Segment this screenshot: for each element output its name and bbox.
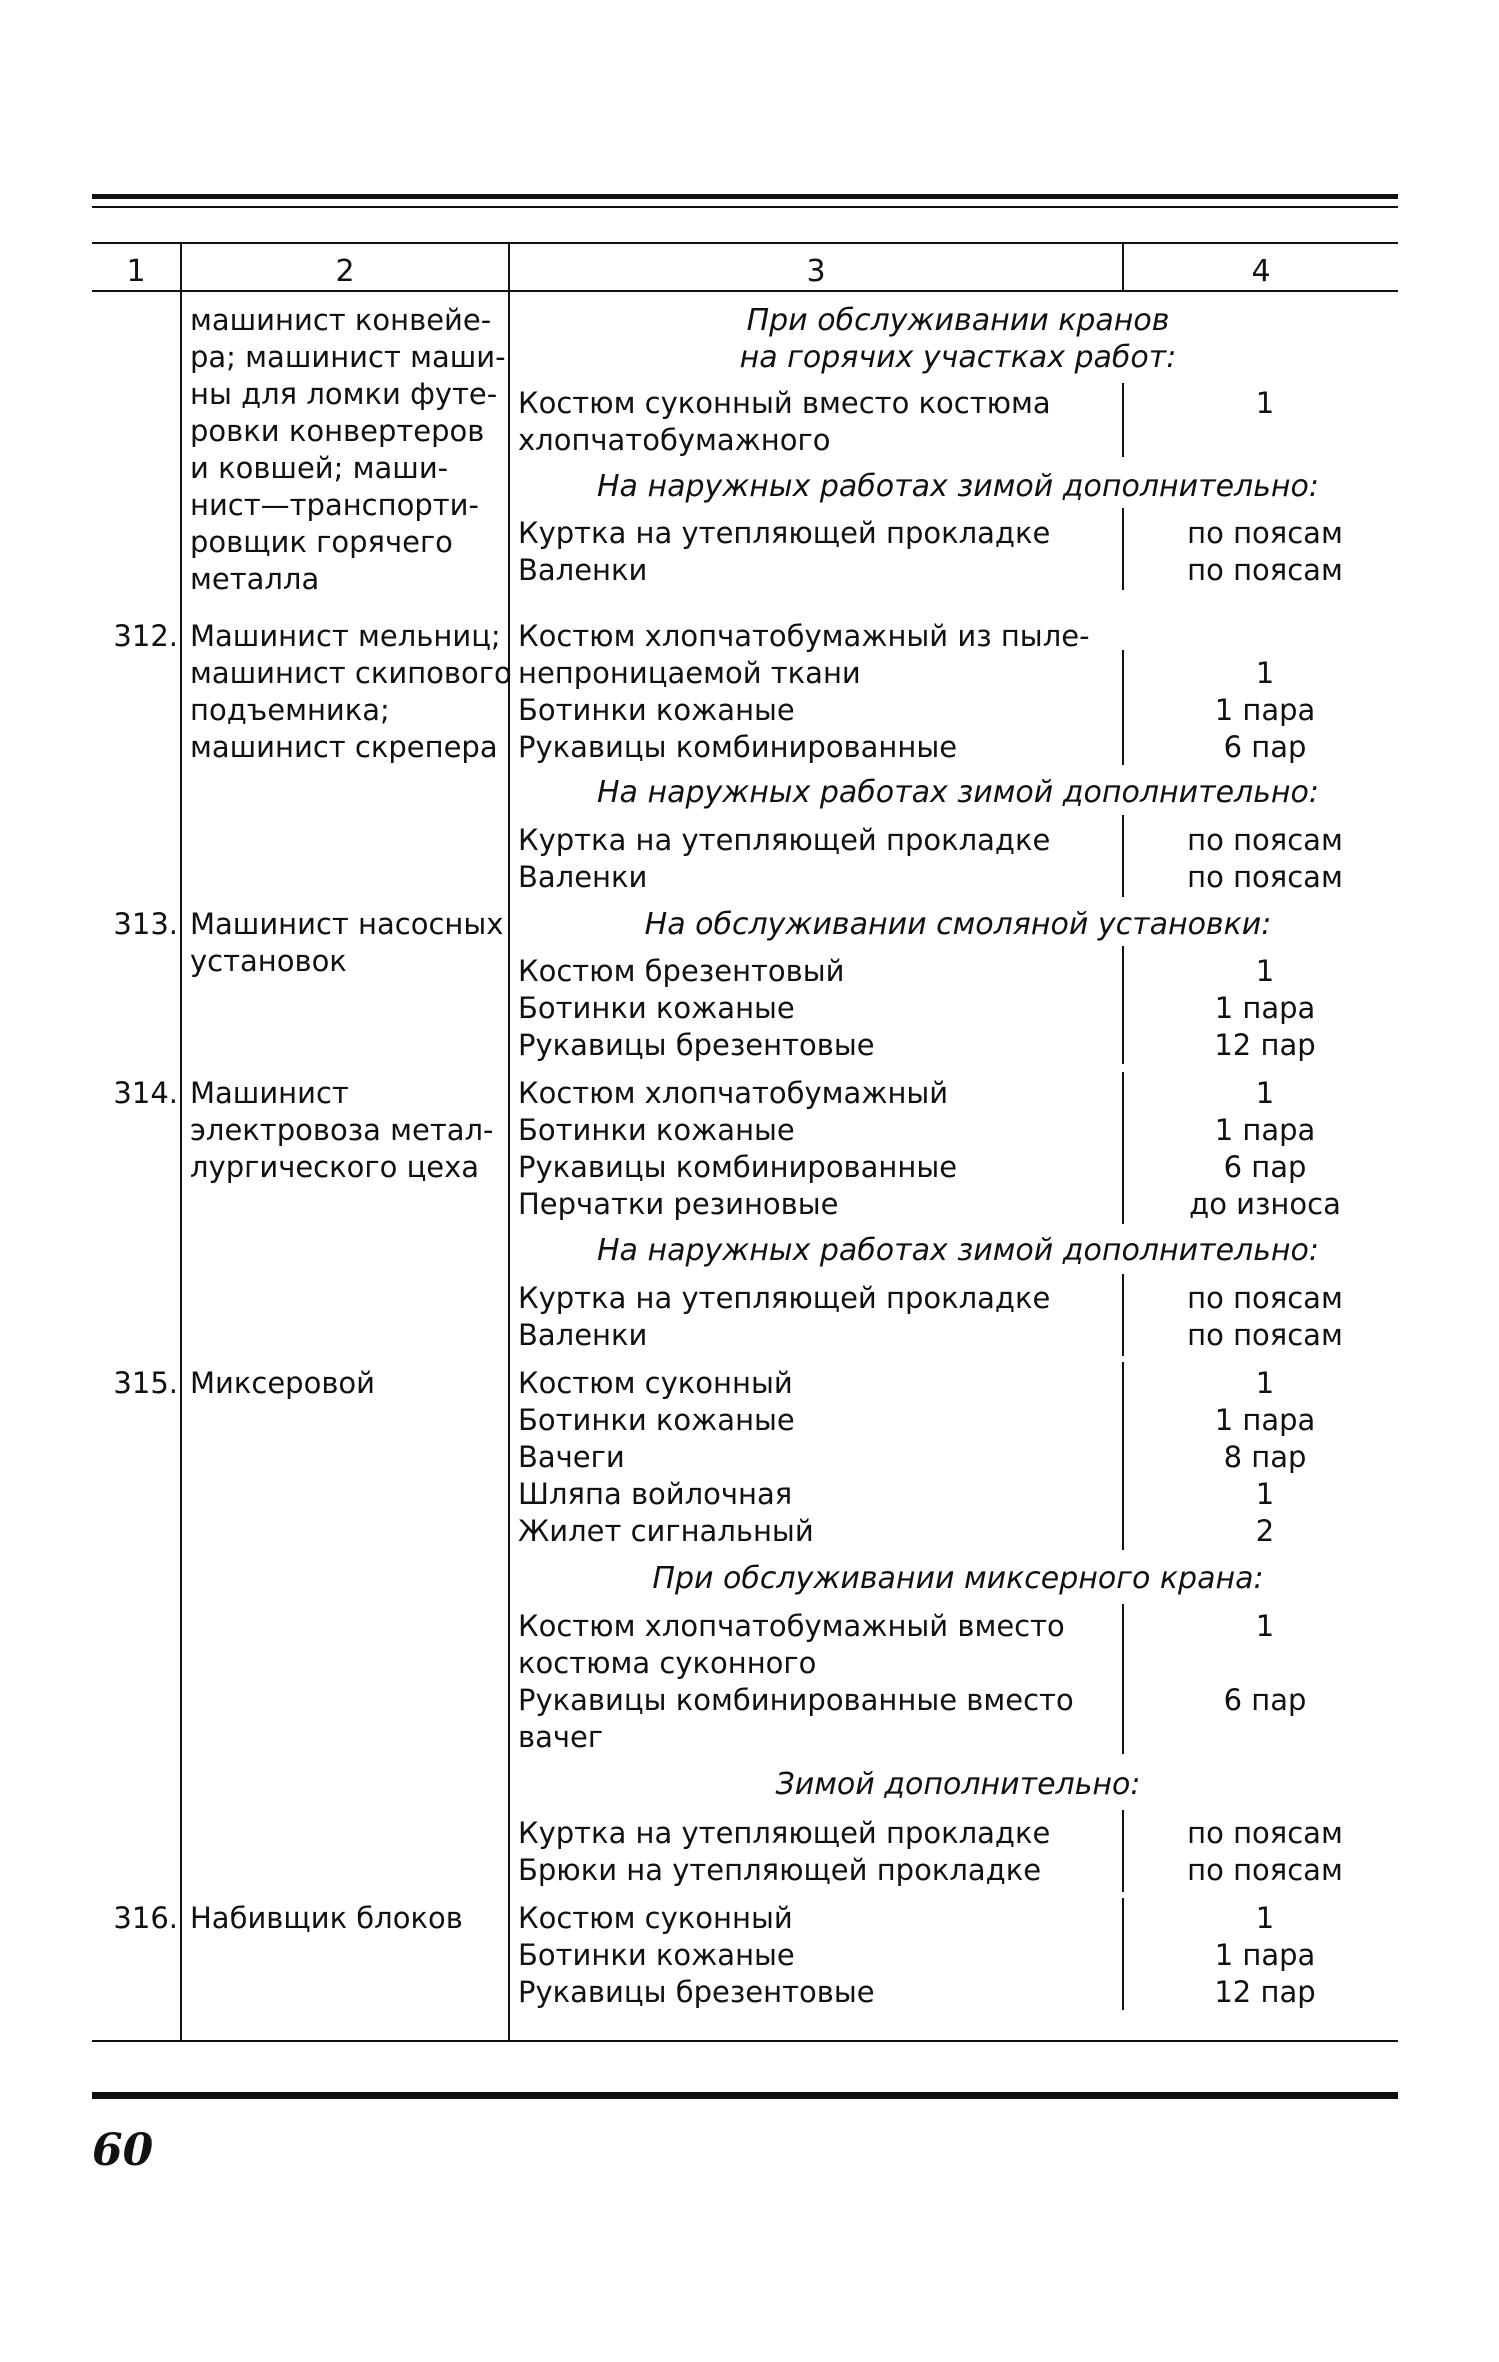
row312-qty: 6 пар [1223,730,1307,764]
row315-divider-a [1122,1362,1124,1550]
page-number: 60 [92,2125,154,2176]
row312-item: Рукавицы комбинированные [518,730,958,764]
row315-crane-title: При обслуживании миксерного крана: [652,1561,1264,1596]
footer-rule [92,2092,1398,2099]
row315-winter-title: Зимой дополнительно: [775,1767,1141,1802]
row312-number: 312. [113,619,178,653]
column-divider-1 [180,242,182,2042]
row314-qty: до износа [1189,1187,1341,1221]
row314-divider-a [1122,1072,1124,1224]
row314-item: Рукавицы комбинированные [518,1150,958,1184]
row315-winter-qty: по поясам [1187,1816,1343,1850]
row313-item: Костюм брезентовый [518,954,845,988]
row315-divider-c [1122,1810,1124,1892]
row312-item: Ботинки кожаные [518,693,795,727]
row0-divider-a [1122,383,1124,457]
row313-qty: 1 [1255,954,1275,988]
row314-divider-b [1122,1274,1124,1356]
column-divider-2 [508,242,510,2042]
row313-divider [1122,946,1124,1064]
row313-number: 313. [113,907,178,941]
header-rule-bottom [92,290,1398,292]
row316-divider [1122,1898,1124,2010]
row313-occupation: Машинист насосных установок [190,907,504,978]
row0-item: Костюм суконный вместо костюма хлопчатобумажного [518,386,1051,457]
row314-winter-qty: по поясам [1187,1318,1343,1352]
row314-qty: 1 пара [1214,1113,1316,1147]
header-rule-top [92,242,1398,244]
row316-qty: 1 пара [1214,1938,1316,1972]
row315-item: Шляпа войлочная [518,1477,793,1511]
row312-winter-title: На наружных работах зимой дополнительно: [596,775,1319,810]
row313-section-title: На обслуживании смоляной установки: [644,907,1272,942]
row315-qty: 8 пар [1223,1440,1307,1474]
top-rule-thick [92,194,1398,199]
row315-winter-item: Брюки на утепляющей прокладке [518,1853,1042,1887]
row316-qty: 1 [1255,1901,1275,1935]
header-col1: 1 [126,254,146,289]
header-col4: 4 [1251,254,1271,289]
row314-winter-item: Куртка на утепляющей прокладке [518,1281,1051,1315]
table-bottom-rule [92,2040,1398,2042]
row313-qty: 12 пар [1214,1028,1316,1062]
row0-qty: 1 [1255,386,1275,420]
row0-winter-qty: по поясам [1187,553,1343,587]
row314-qty: 6 пар [1223,1150,1307,1184]
row312-winter-qty: по поясам [1187,860,1343,894]
row316-item: Рукавицы брезентовые [518,1975,875,2009]
row315-crane-item: Рукавицы комбинированные вместо вачег [518,1683,1074,1754]
header-col3: 3 [806,254,826,289]
row315-qty: 1 пара [1214,1403,1316,1437]
row312-divider-b [1122,815,1124,897]
row314-item: Перчатки резиновые [518,1187,839,1221]
row312-winter-item: Куртка на утепляющей прокладке [518,823,1051,857]
header-col2: 2 [335,254,355,289]
row314-winter-item: Валенки [518,1318,648,1352]
row312-winter-qty: по поясам [1187,823,1343,857]
row316-number: 316. [113,1901,178,1935]
row315-item: Вачеги [518,1440,625,1474]
row315-qty: 1 [1255,1366,1275,1400]
top-rule-thin [92,206,1398,208]
row313-item: Ботинки кожаные [518,991,795,1025]
row315-qty: 2 [1255,1514,1275,1548]
row315-crane-qty: 1 [1255,1609,1275,1643]
row315-crane-qty: 6 пар [1223,1683,1307,1717]
row312-divider-a [1122,650,1124,765]
row313-qty: 1 пара [1214,991,1316,1025]
row315-crane-item: Костюм хлопчатобумажный вместо костюма суконного [518,1609,1065,1680]
row0-divider-b [1122,508,1124,590]
row315-occupation: Миксеровой [190,1366,376,1400]
row314-item: Ботинки кожаные [518,1113,795,1147]
row312-winter-item: Валенки [518,860,648,894]
row0-section-title: При обслуживании кранов на горячих участках работ: [739,303,1177,375]
row0-winter-item: Куртка на утепляющей прокладке [518,516,1051,550]
row0-winter-qty: по поясам [1187,516,1343,550]
row316-qty: 12 пар [1214,1975,1316,2009]
row314-occupation: Машинист электровоза метал- лургического цеха [190,1076,494,1184]
row0-winter-title: На наружных работах зимой дополнительно: [596,469,1319,504]
row0-winter-item: Валенки [518,553,648,587]
row315-divider-b [1122,1604,1124,1754]
row314-winter-title: На наружных работах зимой дополнительно: [596,1233,1319,1268]
row315-item: Костюм суконный [518,1366,793,1400]
row316-item: Ботинки кожаные [518,1938,795,1972]
row315-item: Ботинки кожаные [518,1403,795,1437]
row314-qty: 1 [1255,1076,1275,1110]
row0-occupation: машинист конвейе- ра; машинист маши- ны для ломки футе- ровки конвертеров и ковшей; маши- нист—транспорти- ровщик горячего металла [190,303,506,596]
row314-item: Костюм хлопчатобумажный [518,1076,949,1110]
row315-number: 315. [113,1366,178,1400]
row314-winter-qty: по поясам [1187,1281,1343,1315]
row312-qty: 1 пара [1214,693,1316,727]
row315-winter-item: Куртка на утепляющей прокладке [518,1816,1051,1850]
row312-qty: 1 [1255,656,1275,690]
row313-item: Рукавицы брезентовые [518,1028,875,1062]
row312-occupation: Машинист мельниц; машинист скипового подъемника; машинист скрепера [190,619,512,764]
row314-number: 314. [113,1076,178,1110]
row315-item: Жилет сигнальный [518,1514,814,1548]
row315-qty: 1 [1255,1477,1275,1511]
row315-winter-qty: по поясам [1187,1853,1343,1887]
row316-occupation: Набивщик блоков [190,1901,463,1935]
row316-item: Костюм суконный [518,1901,793,1935]
row312-item: Костюм хлопчатобумажный из пыле- непроницаемой ткани [518,619,1090,690]
